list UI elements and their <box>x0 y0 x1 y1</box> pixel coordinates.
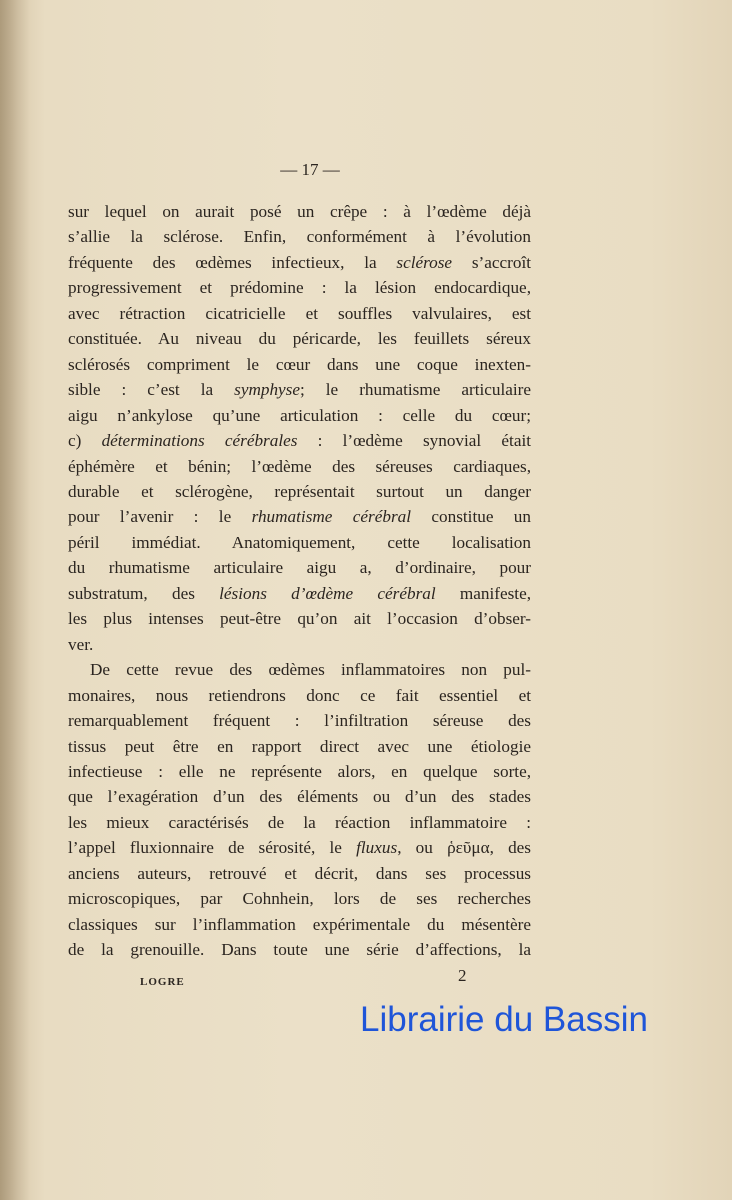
text-segment: constituée. Au niveau du péricarde, les feuillets séreux <box>68 329 531 349</box>
text-segment: pour l’avenir : le <box>68 507 252 527</box>
text-line <box>68 657 531 682</box>
italic-term: déterminations cérébrales <box>101 431 298 451</box>
italic-term: lésions d’œdème cérébral <box>219 583 436 603</box>
text-segment: c) <box>68 431 102 451</box>
text-segment: constitue un <box>411 507 531 527</box>
text-line <box>68 759 531 784</box>
text-line <box>68 810 531 835</box>
text-line <box>68 734 531 759</box>
italic-term: sclérose <box>396 252 453 272</box>
text-line <box>68 479 531 504</box>
text-line <box>68 886 531 911</box>
body-text <box>68 199 531 963</box>
page-gutter-shadow <box>0 0 30 1200</box>
text-segment: , ou ῥεῦμα, des <box>397 838 531 858</box>
text-segment: ; le rhumatisme articulaire <box>300 380 532 400</box>
text-segment: durable et sclérogène, représentait surtout un danger <box>68 481 531 501</box>
text-segment: tissus peut être en rapport direct avec une étiologie <box>68 736 531 756</box>
text-line <box>68 632 531 657</box>
italic-term: symphyse <box>234 380 300 400</box>
text-segment: aigu n’ankylose qu’une articulation : celle du cœur; <box>68 405 531 425</box>
text-segment: classiques sur l’inflammation expérimentale du mésentère <box>68 914 531 934</box>
text-segment: éphémère et bénin; l’œdème des séreuses cardiaques, <box>68 456 531 476</box>
text-line <box>68 504 531 529</box>
text-line <box>68 581 531 606</box>
watermark: Librairie du Bassin <box>360 1000 648 1039</box>
text-segment: sible : c’est la <box>68 380 235 400</box>
text-line <box>68 683 531 708</box>
text-line <box>68 199 531 224</box>
text-line <box>68 530 531 555</box>
text-segment: manifeste, <box>435 583 532 603</box>
text-segment: péril immédiat. Anatomiquement, cette localisation <box>68 532 531 552</box>
text-segment: sclérosés compriment le cœur dans une coque inexten- <box>68 354 531 374</box>
text-line <box>68 784 531 809</box>
text-line <box>68 301 531 326</box>
text-segment: avec rétraction cicatricielle et souffles valvulaires, est <box>68 303 531 323</box>
text-line <box>68 912 531 937</box>
text-segment: sur lequel on aurait posé un crêpe : à l’œdème déjà <box>68 202 531 221</box>
text-segment: substratum, des <box>68 583 220 603</box>
text-segment: ver. <box>68 634 94 654</box>
text-line <box>68 606 531 631</box>
text-line <box>68 250 531 275</box>
text-segment: fréquente des œdèmes infectieux, la <box>68 252 397 272</box>
text-segment: remarquablement fréquent : l’infiltration séreuse des <box>68 711 531 731</box>
text-line <box>68 555 531 580</box>
text-line <box>68 937 531 962</box>
text-segment: les plus intenses peut-être qu’on ait l’occasion d’obser- <box>68 609 531 629</box>
text-line <box>68 377 531 402</box>
page-number: — 17 — <box>280 160 340 179</box>
text-line <box>68 326 531 351</box>
text-line <box>68 454 531 479</box>
text-segment: anciens auteurs, retrouvé et décrit, dans ses processus <box>68 863 531 883</box>
text-segment: que l’exagération d’un des éléments ou d’un des stades <box>68 787 531 807</box>
text-segment: : l’œdème synovial était <box>297 431 531 451</box>
text-line <box>68 352 531 377</box>
text-segment: s’allie la sclérose. Enfin, conformément à l’évolution <box>68 227 531 247</box>
text-segment: s’accroît <box>452 252 531 272</box>
signature-number: 2 <box>458 966 467 985</box>
text-segment: les mieux caractérisés de la réaction inflammatoire : <box>68 812 531 832</box>
text-segment: du rhumatisme articulaire aigu a, d’ordinaire, pour <box>68 558 531 578</box>
text-segment: De cette revue des œdèmes inflammatoires non pul- <box>90 660 531 680</box>
text-line <box>68 275 531 300</box>
text-line <box>68 428 531 453</box>
text-line <box>68 835 531 860</box>
text-segment: infectieuse : elle ne représente alors, en quelque sorte, <box>68 761 531 781</box>
text-segment: monaires, nous retiendrons donc ce fait essentiel et <box>68 685 531 705</box>
text-line <box>68 224 531 249</box>
italic-term: rhumatisme cérébral <box>251 507 412 527</box>
text-segment: microscopiques, par Cohnhein, lors de ses recherches <box>68 889 531 909</box>
text-line <box>68 861 531 886</box>
text-line <box>68 708 531 733</box>
italic-term: fluxus <box>356 838 398 858</box>
signature-mark: LOGRE <box>140 976 185 988</box>
text-segment: progressivement et prédomine : la lésion endocardique, <box>68 278 531 298</box>
text-segment: l’appel fluxionnaire de sérosité, le <box>68 838 357 858</box>
text-segment: de la grenouille. Dans toute une série d’affections, la <box>68 940 531 960</box>
text-line <box>68 403 531 428</box>
